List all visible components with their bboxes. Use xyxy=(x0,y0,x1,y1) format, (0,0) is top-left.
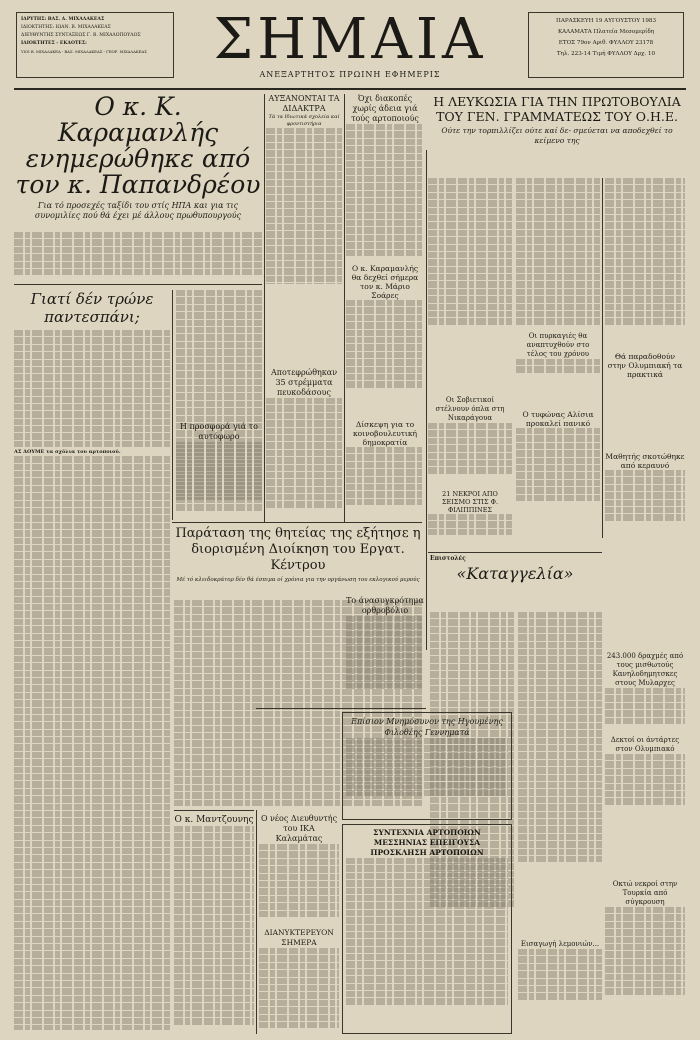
accusation-headline: «Καταγγελία» xyxy=(456,564,574,583)
turkey-headline: Οκτώ νεκροί στην Τουρκία από σύγκρουση xyxy=(612,880,678,906)
cars-headline: Η προσφορά γιά το αυτόφωρο xyxy=(180,422,258,441)
lead-story xyxy=(14,94,262,234)
debtors-story xyxy=(605,736,685,826)
publisher-editor: ΔΙΕΥΘΥΝΤΗΣ ΣΥΝΤΑΞΕΩΣ Γ. Β. ΜΙΧΑΛΟΠΟΥΛΟΣ xyxy=(21,33,141,38)
money-story xyxy=(605,652,685,732)
extension-deck: Μέ τό κλειδοκράτορ δέν θά έσπιμα οί χρόνια για την οργάνωση του εκλογικού μερούς xyxy=(176,577,420,583)
bakers-story xyxy=(346,94,424,264)
issue-year: ΕΤΟΣ 79ον Αριθ. ΦΥΛΛΟΥ 23178 xyxy=(558,40,654,46)
issue-date: ΠΑΡΑΣΚΕΥΗ 19 ΑΥΓΟΥΣΤΟΥ 1983 xyxy=(555,18,657,24)
accusation-story xyxy=(430,555,600,615)
dioikitis-headline: Ο νέος Διευθυντής του ΙΚΑ Καλαμάτας xyxy=(260,814,338,843)
memorial-box xyxy=(342,712,512,820)
divider xyxy=(256,708,426,709)
crete-headline: Δίσκεψη για το κοινοβουλευτική δημοκρατία xyxy=(352,420,418,447)
prices-deck: Τά τα Ιδιωτικά σχολεία καί φροντιστήρια xyxy=(268,114,340,127)
column-rule xyxy=(172,290,173,520)
cyprus-body xyxy=(605,178,685,328)
cyprus-story xyxy=(428,94,686,154)
publisher-owners-label: ΙΔΙΟΚΤΗΤΕΣ - ΕΚΔΟΤΕΣ: xyxy=(21,41,87,46)
seized-headline: Αποτεφρώθηκαν 35 στρέμματα πευκοδάσους xyxy=(270,368,338,397)
header-rule xyxy=(14,88,686,90)
thrilled-headline: Ο τυφώνας Αλίσια προκαλεί πανικό xyxy=(522,410,594,428)
karamanlis-story xyxy=(346,264,424,404)
publisher-owner: ΙΔΙΟΚΤΗΤΗΣ: ΙΩΑΝ. Β. ΜΙΧΑΛΑΚΕΑΣ xyxy=(21,25,111,30)
seized-story xyxy=(266,368,342,518)
issue-city: ΚΑΛΑΜΑΤΑ Πλατεία Μεσομερίδη xyxy=(557,29,655,35)
earthquake-story xyxy=(428,490,512,550)
prices-story xyxy=(266,94,342,284)
bread-subhead: ΑΣ ΔΟΥΜΕ τα σχόλια του αρτοποιού. xyxy=(14,449,121,456)
duty-story xyxy=(259,928,339,1034)
olympics-headline: Θά παραδοθούν στην Ολυμπιακή τα πρακτικά xyxy=(607,352,683,379)
prices-headline: ΑΥΞΑΝΟΝΤΑΙ ΤΑ ΔΙΔΑΚΤΡΑ xyxy=(268,94,340,113)
debtors-headline: Δεκτοί οι άντάρτες στον Ολυμπιακό xyxy=(610,736,680,753)
fires-story xyxy=(516,332,600,392)
union-headline: ΣΥΝΤΕΧΝΙΑ ΑΡΤΟΠΟΙΩΝ ΜΕΣΣΗΝΙΑΣ ΕΠΕΙΓΟΥΣΑ ΠΡΟΣΚΛΗΣΗ ΑΡΤΟΠΟΙΩΝ xyxy=(370,828,484,857)
thrilled-story xyxy=(516,410,600,530)
editorial-label: Επιστολές xyxy=(430,555,466,562)
cyprus-headline: Η ΛΕΥΚΩΣΙΑ ΓΙΑ ΤΗΝ ΠΡΩΤΟΒΟΥΛΙΑ ΤΟΥ ΓΕΝ. ΓΡΑΜΜΑΤΕΩΣ ΤΟΥ Ο.Η.Ε. xyxy=(433,94,681,124)
mantzouni-story xyxy=(174,814,254,1034)
students-story xyxy=(605,452,685,542)
soviet-story-box xyxy=(428,396,512,486)
import-headline: Εισαγωγή λεμονιών... xyxy=(520,940,600,948)
olympics-story xyxy=(605,352,685,412)
dioikitis-story xyxy=(259,814,339,924)
lead-body xyxy=(14,232,262,276)
column-rule xyxy=(264,94,265,522)
money-headline: 243.000 δραχμές από τους μισθωτούς Κανηλοδημητσκες στους Μυλαρχες xyxy=(606,652,684,687)
union-box xyxy=(342,824,512,1034)
cars-story xyxy=(176,422,262,518)
memorial-headline: Επίσιον Μνημόσυνον της Ηγουμένης Φιλοθέης Γεννηματά xyxy=(351,717,503,737)
cyprus-body xyxy=(516,178,600,328)
publisher-owners: ΥΙΟΙ Β. ΜΙΧΑΛΑΚΕΑ - ΒΑΣ. ΜΙΧΑΛΑΚΕΑΣ - ΓΕΩΡ. ΜΙΧΑΛΑΚΕΑΣ xyxy=(21,49,147,54)
bakers-headline: Όχι διακοπές χωρίς άδεια γιά τούς αρτοποιούς xyxy=(351,94,419,123)
duty-headline: ΔΙΑΝΥΚΤΕΡΕΥΟΝ ΣΗΜΕΡΑ xyxy=(264,928,334,947)
column-rule xyxy=(426,150,427,650)
students-headline: Μαθητής σκοτώθηκε από κεραυνό xyxy=(605,452,685,470)
column-rule xyxy=(602,178,603,538)
fires-headline: Οι πυρκαγιές θα αναπτυχθούν στο τέλος του χρόνου xyxy=(526,332,590,358)
earthquake-headline: 21 ΝΕΚΡΟΙ ΑΠΟ ΣΕΙΣΜΟ ΣΤΙΣ Φ. ΦΙΛΙΠΠΙΝΕΣ xyxy=(441,490,499,514)
soviet-headline: Οι Σοβιετικοί στέλνουν όπλα στη Νικαράγουα xyxy=(435,396,505,422)
publisher-founder: ΙΔΡΥΤΗΣ: ΒΑΣ. Δ. ΜΙΧΑΛΑΚΕΑΣ xyxy=(21,17,105,22)
opera-headline: Το άνασυγκρότημα ορθροβόλιο xyxy=(346,596,424,615)
column-rule xyxy=(256,810,257,1034)
opera-story xyxy=(346,596,424,706)
mantzouni-headline: Ο κ. Μαντζουνης xyxy=(174,815,254,825)
extension-story xyxy=(174,526,422,596)
masthead-subtitle: ΑΝΕΞΑΡΤΗΤΟΣ ΠΡΩΙΝΗ ΕΦΗΜΕΡΙΣ xyxy=(259,70,441,79)
lead-headline: Ο κ. Κ. Καραμανλής ενημερώθηκε από τον κ. Παπανδρέου xyxy=(15,94,261,199)
extension-headline: Παράταση της θητείας της εξήτησε η διορισμένη Διοίκηση του Εργατ. Κέντρου xyxy=(175,526,421,573)
column-rule xyxy=(344,94,345,522)
issue-box xyxy=(528,12,684,78)
turkey-story xyxy=(605,880,685,1030)
crete-story xyxy=(346,420,424,520)
divider xyxy=(428,552,602,553)
publisher-box xyxy=(16,12,174,78)
karamanlis-headline: Ο κ. Καραμανλής θα δεχθεί σήμερα τον κ. Μάριο Σοάρες xyxy=(351,264,419,300)
import-story xyxy=(518,940,602,1034)
masthead xyxy=(190,7,510,79)
bread-headline: Γιατί δέν τρώνε παντεσπάνι; xyxy=(30,290,154,326)
issue-phone: Τηλ. 223-14 Τιμή ΦΥΛΛΟΥ Δρχ. 10 xyxy=(556,51,656,57)
masthead-title: ΣΗΜΑΙΑ xyxy=(213,7,487,72)
cyprus-deck: Ούτε την τορπιλλίζει ούτε καί δε- σμεύεται να αποδεχθεί το κείμενο της xyxy=(441,126,673,145)
lead-deck: Για τό προσεχές ταξίδι του στίς ΗΠΑ και για τις συνομιλίες πού θά έχει μέ άλλους πρωθυπουργούς xyxy=(34,201,242,220)
divider xyxy=(174,810,254,811)
divider xyxy=(172,522,422,523)
divider xyxy=(14,284,262,285)
bread-story xyxy=(14,290,170,1030)
cyprus-body xyxy=(428,178,512,328)
accusation-body xyxy=(518,612,602,912)
